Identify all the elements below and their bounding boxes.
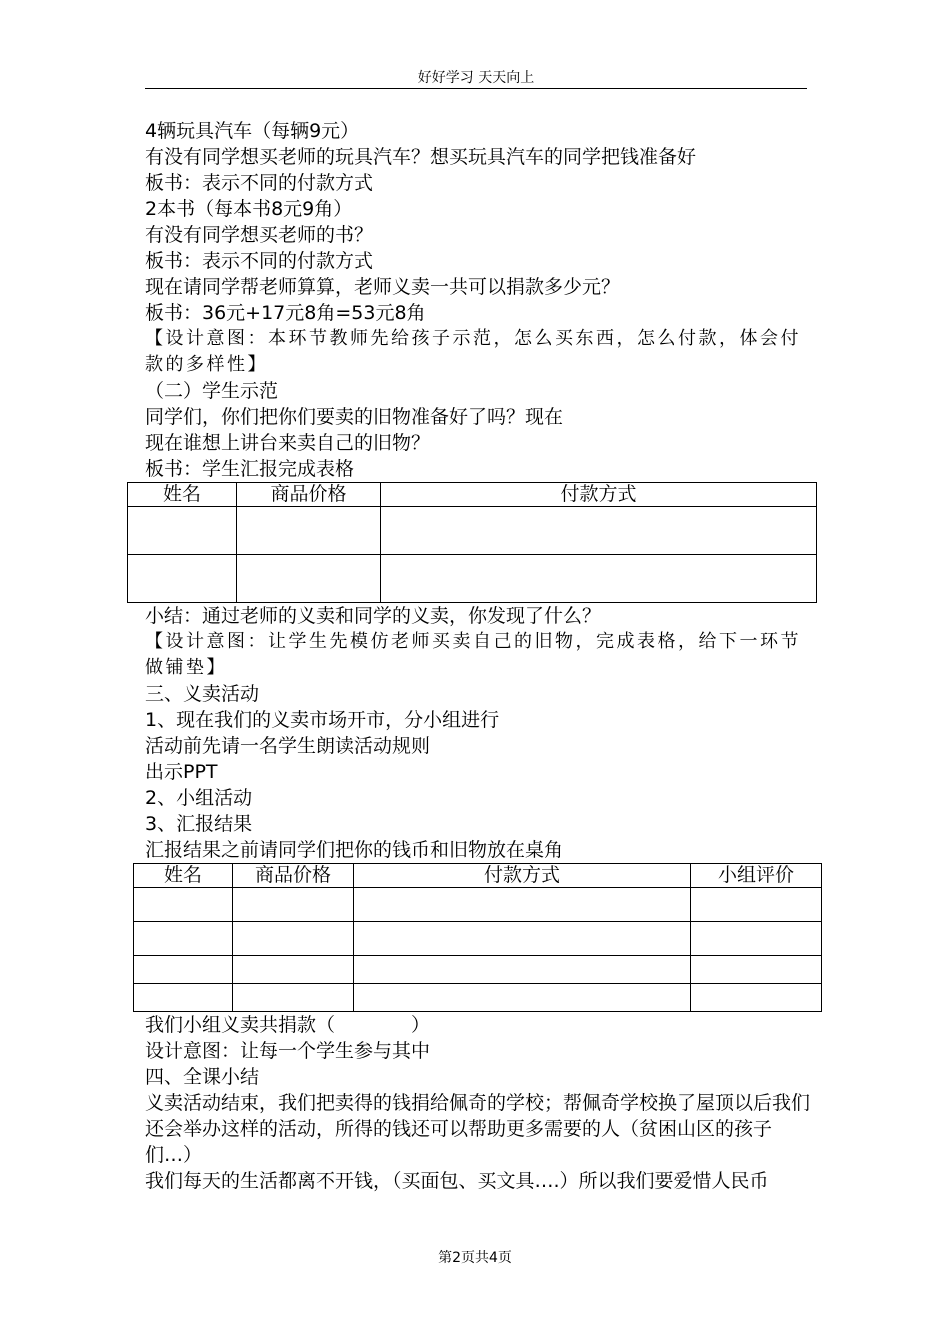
table-row — [134, 922, 822, 956]
table-row — [128, 507, 817, 555]
table-header-group-rating: 小组评价 — [691, 864, 822, 888]
text-paragraph: 我们每天的生活都离不开钱，（买面包、买文具….）所以我们要爱惜人民币 — [145, 1170, 769, 1192]
section-heading: 三、义卖活动 — [145, 683, 260, 705]
table-cell — [381, 555, 817, 603]
design-intent-note: 【设计意图：让学生先模仿老师买卖自己的旧物，完成表格，给下一环节做铺垫】 — [145, 631, 801, 678]
text-line: 2本书（每本书8元9角） — [145, 198, 353, 220]
section-heading: （二）学生示范 — [145, 380, 279, 402]
text-line: 1、现在我们的义卖市场开市，分小组进行 — [145, 709, 500, 731]
text-line: 3、汇报结果 — [145, 813, 253, 835]
page-footer: 第2页共4页 — [438, 1250, 512, 1266]
table-cell — [237, 555, 381, 603]
text-line: 2、小组活动 — [145, 787, 253, 809]
group-report-table — [133, 863, 822, 1012]
table-cell — [233, 888, 354, 922]
text-line: 板书：表示不同的付款方式 — [145, 250, 374, 272]
text-line: 小结：通过老师的义卖和同学的义卖，你发现了什么？ — [145, 605, 602, 627]
table-cell — [233, 984, 354, 1012]
table-cell — [128, 555, 237, 603]
table-cell — [233, 956, 354, 984]
document-body — [145, 118, 817, 1194]
table-cell — [691, 956, 822, 984]
text-line: 有没有同学想买老师的书？ — [145, 224, 374, 246]
table-cell — [354, 888, 691, 922]
text-line: 出示PPT — [145, 761, 218, 783]
table-row — [134, 956, 822, 984]
table-cell — [354, 984, 691, 1012]
text-line: 板书：表示不同的付款方式 — [145, 172, 374, 194]
text-line: 汇报结果之前请同学们把你的钱币和旧物放在桌角 — [145, 839, 564, 861]
text-line: 板书：学生汇报完成表格 — [145, 458, 355, 480]
table-cell — [237, 507, 381, 555]
text-line: 活动前先请一名学生朗读活动规则 — [145, 735, 431, 757]
section-heading: 四、全课小结 — [145, 1066, 260, 1088]
table-cell — [233, 922, 354, 956]
text-line: 现在谁想上讲台来卖自己的旧物？ — [145, 432, 431, 454]
text-line: 设计意图：让每一个学生参与其中 — [145, 1040, 431, 1062]
table-header-name: 姓名 — [128, 483, 237, 507]
table-header-payment: 付款方式 — [354, 864, 691, 888]
text-line: 板书：36元+17元8角=53元8角 — [145, 302, 426, 324]
text-line: 同学们，你们把你们要卖的旧物准备好了吗？现在 — [145, 406, 564, 428]
text-line: 现在请同学帮老师算算，老师义卖一共可以捐款多少元？ — [145, 276, 621, 298]
table-cell — [134, 956, 233, 984]
table-cell — [134, 888, 233, 922]
text-paragraph: 义卖活动结束，我们把卖得的钱捐给佩奇的学校；帮佩奇学校换了屋顶以后我们还会举办这样的活动，所得的钱还可以帮助更多需要的人（贫困山区的孩子们…） — [145, 1092, 811, 1166]
table-header-name: 姓名 — [134, 864, 233, 888]
text-line: 4辆玩具汽车（每辆9元） — [145, 120, 360, 142]
student-report-table — [127, 482, 817, 603]
table-row — [134, 984, 822, 1012]
table-row — [128, 555, 817, 603]
table-row — [134, 888, 822, 922]
table-header-price: 商品价格 — [233, 864, 354, 888]
table-cell — [691, 922, 822, 956]
table-cell — [381, 507, 817, 555]
design-intent-note: 【设计意图：本环节教师先给孩子示范，怎么买东西，怎么付款，体会付款的多样性】 — [145, 328, 801, 375]
table-cell — [134, 984, 233, 1012]
table-cell — [691, 984, 822, 1012]
text-line: 我们小组义卖共捐款（ ） — [145, 1014, 431, 1036]
page-header: 好好学习 天天向上 — [145, 68, 807, 89]
table-cell — [354, 956, 691, 984]
table-cell — [128, 507, 237, 555]
text-line: 有没有同学想买老师的玩具汽车？想买玩具汽车的同学把钱准备好 — [145, 146, 697, 168]
table-cell — [354, 922, 691, 956]
table-header-payment: 付款方式 — [381, 483, 817, 507]
table-cell — [691, 888, 822, 922]
table-header-price: 商品价格 — [237, 483, 381, 507]
table-cell — [134, 922, 233, 956]
